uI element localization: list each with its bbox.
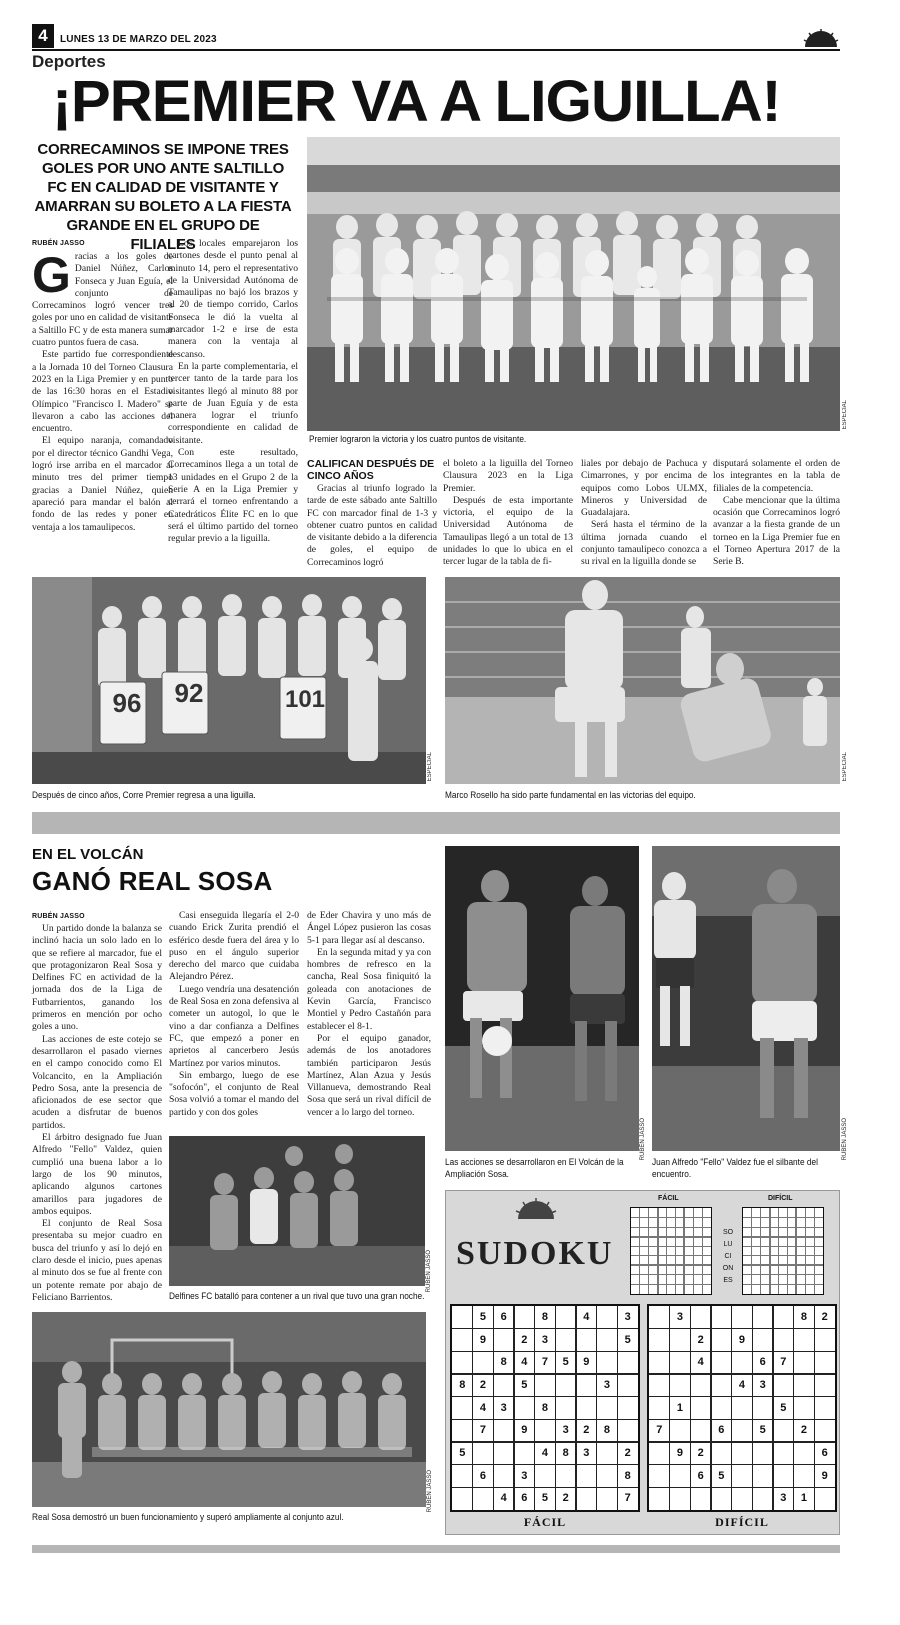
solution-grid-hard xyxy=(742,1207,824,1295)
sudoku-cell[interactable] xyxy=(773,1465,794,1488)
sudoku-cell[interactable] xyxy=(597,1487,618,1510)
sudoku-cell[interactable]: 8 xyxy=(541,1311,549,1323)
photo-caption: Real Sosa demostró un buen funcionamiento y superó ampliamente al conjunto azul. xyxy=(32,1512,344,1522)
story1-byline: RUBÉN JASSO xyxy=(32,240,85,247)
paragraph: El equipo naranja, comandado por el director técnico Gandhi Vega, logró irse arriba en el marcador al minuto tres del primer tiempo gracias a Daniel Núñez, quien apareció para mandar el balón al fondo de las redes y poner en ventaja a los tamaulipecos. xyxy=(32,435,173,533)
sudoku-cell[interactable]: 8 xyxy=(459,1379,466,1391)
grid-line xyxy=(631,1284,711,1285)
sudoku-cell[interactable] xyxy=(670,1374,691,1397)
grid-line xyxy=(631,1246,711,1247)
sudoku-cell[interactable]: 8 xyxy=(800,1311,808,1323)
grid-line xyxy=(778,1208,779,1294)
story2-col3 xyxy=(307,910,431,1119)
sudoku-cell[interactable] xyxy=(649,1442,670,1465)
sudoku-cell[interactable] xyxy=(732,1306,753,1329)
grid-line xyxy=(805,1208,806,1294)
sudoku-cell[interactable] xyxy=(690,1397,711,1420)
sudoku-cell[interactable] xyxy=(752,1487,773,1510)
sudoku-cell[interactable]: 5 xyxy=(759,1424,766,1437)
sudoku-cell[interactable] xyxy=(752,1397,773,1420)
grid-line xyxy=(743,1274,823,1275)
paragraph: Con este resultado, Correcaminos llega a un total de 13 unidades en el Grupo 2 de la Serie A en la Liga Premier y cerrará el torneo enfrentando a Catedráticos Élite FC en lo que será el último partido del torneo regular previo a la liguilla. xyxy=(168,447,298,545)
sudoku-cell[interactable] xyxy=(535,1465,556,1488)
sudoku-cell[interactable] xyxy=(711,1329,732,1352)
sudoku-cell[interactable]: 4 xyxy=(738,1379,746,1391)
sudoku-cell[interactable]: 4 xyxy=(697,1356,704,1369)
sudoku-cell[interactable] xyxy=(452,1351,473,1374)
sudoku-cell[interactable] xyxy=(752,1306,773,1329)
sudoku-cell[interactable] xyxy=(597,1442,618,1465)
sudoku-cell[interactable] xyxy=(576,1329,597,1352)
photo-caption: Ampliación Sosa. xyxy=(445,1169,509,1179)
sudoku-cell[interactable] xyxy=(794,1442,815,1465)
sudoku-cell[interactable] xyxy=(690,1419,711,1442)
paragraph: En la parte complementaria, el tercer tanto de la tarde para los visitantes llegó al minuto 88 por parte de Juan Eguía y de esta manera lograr el triunfo correspondiente en calidad de visitante. xyxy=(168,360,298,446)
soluciones-syllable: ES xyxy=(723,1277,733,1284)
sudoku-cell[interactable] xyxy=(690,1306,711,1329)
sudoku-grid-easy[interactable] xyxy=(450,1304,640,1512)
sudoku-cell[interactable] xyxy=(732,1351,753,1374)
sudoku-cell[interactable] xyxy=(711,1487,732,1510)
grid-line xyxy=(675,1208,676,1294)
sudoku-cell[interactable] xyxy=(493,1419,514,1442)
grid-line xyxy=(648,1208,649,1294)
sun-logo-icon xyxy=(514,1197,558,1221)
sudoku-cell[interactable]: 4 xyxy=(479,1401,487,1414)
section-divider-band xyxy=(32,812,840,834)
sudoku-cell[interactable]: 3 xyxy=(603,1379,611,1391)
sudoku-cell[interactable] xyxy=(576,1465,597,1488)
sudoku-cell[interactable] xyxy=(711,1397,732,1420)
celebration-illustration xyxy=(32,577,426,784)
paragraph: Gracias al triunfo logrado la tarde de este sábado ante Saltillo FC con marcador final de 1-3 y obtener cuatro puntos en calidad de visitante debido a la diferencia de goles, el equipo de Correcaminos logró xyxy=(307,483,437,568)
photo-credit: RUBÉN JASSO xyxy=(426,1250,432,1293)
sudoku-cell[interactable]: 8 xyxy=(603,1424,611,1437)
photo-caption: Premier lograron la victoria y los cuatro puntos de visitante. xyxy=(309,434,527,444)
grid-line xyxy=(631,1264,711,1266)
sudoku-cell[interactable] xyxy=(814,1397,835,1420)
story1-col6 xyxy=(713,458,840,569)
story2-col2 xyxy=(169,910,299,1119)
paragraph: de Eder Chavira y uno más de Ángel López pusieron las cosas 5-1 para llegar así al descanso. xyxy=(307,910,431,946)
sudoku-grid-hard[interactable] xyxy=(647,1304,837,1512)
sudoku-cell[interactable]: 5 xyxy=(624,1333,631,1346)
sudoku-cell[interactable] xyxy=(773,1306,794,1329)
sudoku-cell[interactable] xyxy=(814,1487,835,1510)
sudoku-cell[interactable]: 4 xyxy=(583,1311,590,1323)
jersey-number: 101 xyxy=(284,686,326,713)
grid-line xyxy=(760,1208,761,1294)
sudoku-cell[interactable] xyxy=(773,1419,794,1442)
grid-line xyxy=(631,1227,711,1228)
sudoku-cell[interactable]: 6 xyxy=(759,1356,766,1369)
bottom-band xyxy=(32,1545,840,1553)
sudoku-cell[interactable] xyxy=(452,1329,473,1352)
sudoku-cell[interactable] xyxy=(452,1397,473,1420)
soluciones-syllable: LU xyxy=(723,1241,733,1248)
sudoku-cell[interactable]: 1 xyxy=(800,1492,808,1505)
photo-caption: Marco Rosello ha sido parte fundamental en las victorias del equipo. xyxy=(445,790,696,800)
sudoku-cell[interactable] xyxy=(814,1419,835,1442)
paragraph: liales por debajo de Pachuca y Cimarrones, y por encima de equipos como Lobos ULMX, Mineros y Universidad de Guadalajara. xyxy=(581,458,707,519)
dropcap: G xyxy=(32,247,71,303)
sudoku-cell[interactable] xyxy=(752,1329,773,1352)
paragraph: racias a los goles de Daniel Núñez, Carlos Fonseca y Juan Eguía, el conjunto de Correcaminos logró vencer tres goles por uno en calidad de visitante a Saltillo FC y de esta manera sumar cuatro puntos fuera de casa. xyxy=(32,251,173,349)
subheadline: CALIFICAN DESPUÉS DE CINCO AÑOS xyxy=(307,458,435,482)
sudoku-cell[interactable] xyxy=(649,1397,670,1420)
grid-line xyxy=(743,1236,823,1238)
sudoku-cell[interactable] xyxy=(649,1487,670,1510)
sudoku-cell[interactable] xyxy=(670,1465,691,1488)
sudoku-cell[interactable] xyxy=(752,1465,773,1488)
paragraph: Un partido donde la balanza se inclinó hacia un solo lado en lo que se refiere al marcador, fue el que protagonizaron Real Sosa y Delfines FC en actividad de la jornada dos de la Liga de Futbarrientos, ganando los primeros en mención por ocho goles a uno. xyxy=(32,923,162,1033)
paragraph: el boleto a la liguilla del Torneo Clausura 2023 en la Liga Premier. xyxy=(443,458,573,494)
story2-col1 xyxy=(32,923,162,1304)
photo-caption: Juan Alfredo "Fello" Valdez fue el silbante del xyxy=(652,1157,818,1167)
sudoku-cell[interactable]: 2 xyxy=(521,1333,528,1346)
sudoku-cell[interactable]: 2 xyxy=(562,1492,569,1505)
paragraph: Cabe mencionar que la última ocasión que Correcaminos logró avanzar a la fiesta grande de un torneo en la Liga Premier fue en el Torneo Apertura 2017 de la Serie B. xyxy=(713,494,840,568)
grid-line xyxy=(751,1208,752,1294)
sudoku-cell[interactable] xyxy=(690,1374,711,1397)
jersey-number: 96 xyxy=(112,688,142,718)
photo-credit: ESPECIAL xyxy=(842,752,848,782)
delfines-team-illustration xyxy=(169,1136,425,1286)
sudoku-cell[interactable]: 2 xyxy=(800,1424,808,1437)
paragraph: Este partido fue correspondiente a la Jornada 10 del Torneo Clausura 2023 en la Liga Premier y en punto de las 16:30 horas en el Estadio Olímpico "Francisco I. Madero" se llevaron a cabo las acciones del encuentro. xyxy=(32,349,173,435)
sudoku-cell[interactable] xyxy=(597,1397,618,1420)
sudoku-cell[interactable] xyxy=(473,1487,494,1510)
sudoku-cell[interactable]: 6 xyxy=(821,1447,828,1459)
paragraph: Será hasta el término de la última jornada cuando el conjunto tamaulipeco conozca a su rival en la liguilla donde se xyxy=(581,519,707,568)
sudoku-cell[interactable] xyxy=(670,1351,691,1374)
sudoku-cell[interactable] xyxy=(814,1374,835,1397)
sudoku-cell[interactable] xyxy=(555,1374,576,1397)
photo-credit: RUBÉN JASSO xyxy=(427,1470,433,1513)
sudoku-cell[interactable] xyxy=(732,1487,753,1510)
sudoku-cell[interactable] xyxy=(752,1442,773,1465)
sudoku-cell[interactable]: 3 xyxy=(759,1379,766,1391)
sudoku-cell[interactable]: 3 xyxy=(500,1401,507,1414)
sudoku-cell[interactable]: 5 xyxy=(541,1492,549,1505)
sudoku-cell[interactable] xyxy=(794,1465,815,1488)
jersey-number: 92 xyxy=(174,678,204,708)
story2-kicker: EN EL VOLCÁN xyxy=(32,846,144,863)
sudoku-cell[interactable] xyxy=(649,1351,670,1374)
sudoku-cell[interactable]: 4 xyxy=(541,1447,549,1459)
sudoku-cell[interactable]: 9 xyxy=(738,1333,746,1346)
sudoku-cell[interactable] xyxy=(649,1465,670,1488)
sudoku-cell[interactable] xyxy=(732,1397,753,1420)
sudoku-cell[interactable] xyxy=(711,1374,732,1397)
sudoku-cell[interactable]: 5 xyxy=(521,1379,528,1391)
sudoku-cell[interactable] xyxy=(670,1329,691,1352)
sudoku-cell[interactable] xyxy=(794,1351,815,1374)
photo-caption: Delfines FC batalló para contener a un rival que tuvo una gran noche. xyxy=(169,1291,425,1301)
photo-caption: Después de cinco años, Corre Premier regresa a una liguilla. xyxy=(32,790,256,800)
sudoku-cell[interactable] xyxy=(576,1397,597,1420)
sudoku-cell[interactable] xyxy=(711,1442,732,1465)
sudoku-cell[interactable] xyxy=(794,1329,815,1352)
sudoku-cell[interactable]: 4 xyxy=(500,1492,507,1505)
story1-col5 xyxy=(581,458,707,569)
sudoku-cell[interactable] xyxy=(514,1306,535,1329)
sudoku-cell[interactable] xyxy=(711,1306,732,1329)
sudoku-cell[interactable] xyxy=(732,1442,753,1465)
sudoku-cell[interactable] xyxy=(773,1442,794,1465)
story1-col1 xyxy=(32,247,173,569)
sudoku-cell[interactable]: 3 xyxy=(676,1311,684,1323)
sudoku-cell[interactable] xyxy=(773,1374,794,1397)
sudoku-easy-label: FÁCIL xyxy=(523,1515,567,1529)
grid-line xyxy=(743,1255,823,1256)
sudoku-cell[interactable]: 5 xyxy=(479,1311,487,1323)
photo-credit: ESPECIAL xyxy=(427,752,433,782)
sudoku-cell[interactable] xyxy=(617,1351,638,1374)
soluciones-syllable: ON xyxy=(722,1265,734,1272)
grid-line xyxy=(702,1208,703,1294)
sudoku-cell[interactable] xyxy=(535,1419,556,1442)
date-line: LUNES 13 DE MARZO DEL 2023 xyxy=(60,34,217,45)
sudoku-cell[interactable] xyxy=(794,1374,815,1397)
sudoku-cell[interactable] xyxy=(535,1374,556,1397)
sudoku-cell[interactable] xyxy=(670,1487,691,1510)
grid-line xyxy=(683,1208,685,1294)
grid-line xyxy=(631,1255,711,1256)
celebration-photo xyxy=(32,577,426,784)
sudoku-cell[interactable] xyxy=(576,1374,597,1397)
match-action-photo xyxy=(445,577,840,784)
story1-col3 xyxy=(307,483,437,569)
story1-col2 xyxy=(168,238,298,568)
sudoku-cell[interactable]: 6 xyxy=(521,1492,528,1505)
sudoku-cell[interactable] xyxy=(732,1419,753,1442)
sudoku-cell[interactable] xyxy=(617,1374,638,1397)
sudoku-cell[interactable] xyxy=(493,1442,514,1465)
sudoku-cell[interactable]: 6 xyxy=(697,1469,704,1482)
sudoku-cell[interactable] xyxy=(617,1419,638,1442)
sudoku-cell[interactable]: 7 xyxy=(479,1424,487,1437)
night-match-photo xyxy=(445,846,639,1151)
sudoku-cell[interactable] xyxy=(649,1329,670,1352)
photo-credit: ESPECIAL xyxy=(842,400,848,430)
match-action-illustration xyxy=(445,577,840,784)
soluciones-label xyxy=(718,1227,738,1287)
sudoku-cell[interactable]: 9 xyxy=(479,1333,487,1346)
sudoku-cell[interactable]: 9 xyxy=(821,1469,828,1482)
solution-hard-label: DIFÍCIL xyxy=(768,1195,793,1202)
sudoku-cell[interactable]: 8 xyxy=(562,1447,569,1459)
sudoku-cell[interactable]: 7 xyxy=(780,1356,787,1369)
sudoku-cell[interactable]: 2 xyxy=(624,1447,631,1459)
sudoku-cell[interactable]: 7 xyxy=(624,1492,631,1505)
sudoku-cell[interactable] xyxy=(452,1487,473,1510)
paragraph: Por el equipo ganador, además de los anotadores también participaron Jesús Martínez, Alan Azua y Jesús Villanueva, demostrando Real Sosa que será un rival difícil de vencer a lo largo del torneo. xyxy=(307,1032,431,1118)
sudoku-cell[interactable]: 7 xyxy=(541,1356,549,1369)
grid-line xyxy=(693,1208,694,1294)
referee-illustration xyxy=(652,846,840,1151)
sudoku-cell[interactable] xyxy=(732,1465,753,1488)
sudoku-cell[interactable] xyxy=(576,1487,597,1510)
sudoku-cell[interactable] xyxy=(814,1329,835,1352)
sudoku-cell[interactable]: 3 xyxy=(780,1492,787,1505)
sudoku-cell[interactable] xyxy=(617,1397,638,1420)
grid-line xyxy=(787,1208,788,1294)
sudoku-cell[interactable] xyxy=(473,1442,494,1465)
sudoku-cell[interactable]: 6 xyxy=(718,1424,725,1437)
sudoku-cell[interactable] xyxy=(493,1374,514,1397)
sudoku-hard-label: DIFÍCIL xyxy=(715,1515,769,1529)
real-sosa-team-illustration xyxy=(32,1312,426,1507)
sudoku-cell[interactable] xyxy=(473,1351,494,1374)
sudoku-cell[interactable] xyxy=(452,1465,473,1488)
sudoku-cell[interactable]: 6 xyxy=(479,1469,487,1482)
solution-grid-easy xyxy=(630,1207,712,1295)
sudoku-cell[interactable]: 5 xyxy=(459,1447,466,1459)
sudoku-cell[interactable]: 7 xyxy=(656,1424,663,1437)
referee-photo xyxy=(652,846,840,1151)
sudoku-cell[interactable]: 8 xyxy=(541,1401,549,1414)
soluciones-syllable: SO xyxy=(722,1229,734,1236)
grid-line xyxy=(666,1208,667,1294)
story1-col4 xyxy=(443,458,573,569)
paragraph: Los locales emparejaron los cartones desde el punto penal al minuto 14, pero el representativo de la Universidad Autónoma de Tamaulipas no bajó los brazos y al 20 de tiempo corrido, Carlos Fonseca le dió la vuelta al marcador 1-2 e irse de esta manera con la ventaja al descanso. xyxy=(168,238,298,360)
photo-caption: Las acciones se desarrollaron en El Volcán de la xyxy=(445,1157,624,1167)
sudoku-title: SUDOKU xyxy=(456,1235,614,1272)
sudoku-cell[interactable]: 2 xyxy=(697,1333,704,1346)
sun-logo-icon xyxy=(803,28,839,48)
paragraph: Luego vendría una desatención de Real Sosa en zona defensiva al cometer un autogol, lo que le vino a dar confianza a Delfines FC, que empezó a poner en aprietos al cancerbero Jesús Martínez por varios minutos. xyxy=(169,983,299,1069)
sudoku-cell[interactable]: 9 xyxy=(676,1447,684,1459)
sudoku-cell[interactable]: 4 xyxy=(521,1356,528,1369)
paragraph: El conjunto de Real Sosa presentaba su mejor cuadro en busca del triunfo y así lo dejó en claro desde el inicio, pues apenas al minuto dos se fue al frente con un potente remate por abajo de Feliciano Barrientos. xyxy=(32,1218,162,1303)
section-title: Deportes xyxy=(32,52,106,71)
sudoku-cell[interactable] xyxy=(514,1442,535,1465)
paragraph: Después de esta importante victoria, el equipo de la Universidad Autónoma de Tamaulipas llegó a un total de 13 unidades lo que lo ubica en el tercer lugar de la tabla de fi- xyxy=(443,494,573,568)
delfines-team-photo xyxy=(169,1136,425,1286)
sudoku-cell[interactable]: 9 xyxy=(583,1356,590,1369)
sudoku-cell[interactable]: 8 xyxy=(624,1469,631,1482)
grid-line xyxy=(743,1227,823,1228)
grid-line xyxy=(769,1208,771,1294)
sudoku-cell[interactable] xyxy=(670,1419,691,1442)
sudoku-panel xyxy=(445,1190,840,1535)
sudoku-cell[interactable] xyxy=(794,1397,815,1420)
grid-line xyxy=(795,1208,797,1294)
soluciones-syllable: CI xyxy=(724,1253,732,1260)
paragraph: Casi enseguida llegaría el 2-0 cuando Erick Zurita prendió el esférico desde fuera del área y lo puso en el ángulo superior derecho del marco que cuidaba Alejandro Pérez. xyxy=(169,910,299,983)
sudoku-cell[interactable]: 8 xyxy=(500,1356,507,1369)
photo-credit: RUBÉN JASSO xyxy=(640,1118,646,1161)
sudoku-cell[interactable] xyxy=(597,1351,618,1374)
sudoku-cell[interactable]: 3 xyxy=(562,1424,569,1437)
sudoku-cell[interactable] xyxy=(773,1329,794,1352)
grid-line xyxy=(631,1236,711,1238)
sudoku-cell[interactable] xyxy=(711,1351,732,1374)
sudoku-cell[interactable]: 2 xyxy=(479,1379,487,1391)
sudoku-cell[interactable]: 1 xyxy=(676,1401,684,1414)
grid-line xyxy=(814,1208,815,1294)
grid-line xyxy=(743,1246,823,1247)
photo-caption: encuentro. xyxy=(652,1169,692,1179)
story2-headline: GANÓ REAL SOSA xyxy=(32,866,273,896)
sudoku-cell[interactable]: 6 xyxy=(500,1311,507,1323)
real-sosa-team-photo xyxy=(32,1312,426,1507)
paragraph: disputará solamente el orden de los integrantes en la tabla de filiales de la competencia. xyxy=(713,458,840,494)
sudoku-cell[interactable] xyxy=(597,1306,618,1329)
sudoku-cell[interactable]: 2 xyxy=(583,1424,590,1437)
sudoku-cell[interactable] xyxy=(452,1419,473,1442)
team-photo-illustration xyxy=(307,137,840,431)
main-headline: ¡PREMIER VA A LIGUILLA! xyxy=(52,69,781,134)
team-photo-correcaminos xyxy=(307,137,840,431)
sudoku-cell[interactable] xyxy=(649,1306,670,1329)
sudoku-cell[interactable] xyxy=(555,1306,576,1329)
grid-line xyxy=(743,1264,823,1266)
grid-line xyxy=(657,1208,659,1294)
sudoku-cell[interactable]: 5 xyxy=(718,1469,725,1482)
sudoku-cell[interactable]: 3 xyxy=(624,1311,631,1323)
sudoku-cell[interactable]: 5 xyxy=(562,1356,569,1369)
sudoku-cell[interactable] xyxy=(452,1306,473,1329)
sudoku-cell[interactable] xyxy=(690,1487,711,1510)
sudoku-cell[interactable] xyxy=(555,1465,576,1488)
grid-line xyxy=(743,1284,823,1285)
grid-line xyxy=(631,1274,711,1275)
sudoku-cell[interactable] xyxy=(493,1465,514,1488)
sudoku-cell[interactable] xyxy=(597,1329,618,1352)
paragraph: El árbitro designado fue Juan Alfredo "Fello" Valdez, quien cumplió una buena labor a lo largo de los 90 minutos, aplicando algunos cartones amarillos para jugadores de ambos equipos. xyxy=(32,1132,162,1217)
solution-easy-label: FÁCIL xyxy=(658,1195,679,1202)
sudoku-cell[interactable]: 2 xyxy=(697,1447,704,1459)
sudoku-cell[interactable] xyxy=(514,1397,535,1420)
sudoku-cell[interactable] xyxy=(649,1374,670,1397)
sudoku-cell[interactable]: 3 xyxy=(541,1333,549,1346)
sudoku-cell[interactable]: 3 xyxy=(521,1469,528,1482)
story2-byline: RUBÉN JASSO xyxy=(32,913,85,920)
sudoku-cell[interactable] xyxy=(597,1465,618,1488)
paragraph: En la segunda mitad y ya con hombres de refresco en la cancha, Real Sosa finiquitó la goleada con anotaciones de Kevin García, Francisco Montiel y Pedro Castañón para establecer el 8-1. xyxy=(307,946,431,1032)
sudoku-cell[interactable]: 3 xyxy=(583,1447,590,1459)
paragraph: Sin embargo, luego de ese "sofocón", el conjunto de Real Sosa volvió a tomar el mando del partido y con dos goles xyxy=(169,1069,299,1118)
header-rule xyxy=(32,49,840,51)
grid-line xyxy=(631,1217,711,1218)
sudoku-cell[interactable]: 2 xyxy=(821,1311,828,1323)
sudoku-cell[interactable]: 9 xyxy=(521,1424,528,1437)
sudoku-cell[interactable] xyxy=(555,1397,576,1420)
paragraph: Las acciones de este cotejo se desarrollaron el pasado viernes en el campo conocido como El Volcancito, en la Ampliación Pedro Sosa, ante la presencia de aficionados de ese sector que acuden a disfrutar de buenos partidos. xyxy=(32,1033,162,1131)
sudoku-cell[interactable] xyxy=(814,1351,835,1374)
sudoku-cell[interactable]: 5 xyxy=(780,1401,787,1414)
sudoku-cell[interactable] xyxy=(493,1329,514,1352)
page-number: 4 xyxy=(32,24,54,48)
grid-line xyxy=(639,1208,640,1294)
photo-credit: RUBÉN JASSO xyxy=(842,1118,848,1161)
sudoku-cell[interactable] xyxy=(555,1329,576,1352)
grid-line xyxy=(743,1217,823,1218)
story1-deck: CORRECAMINOS SE IMPONE TRES GOLES POR UNO ANTE SALTILLO FC EN CALIDAD DE VISITANTE Y AMARRAN SU BOLETO A LA FIESTA GRANDE EN EL GRUPO DE FILIALES xyxy=(34,141,292,253)
night-match-illustration xyxy=(445,846,639,1151)
